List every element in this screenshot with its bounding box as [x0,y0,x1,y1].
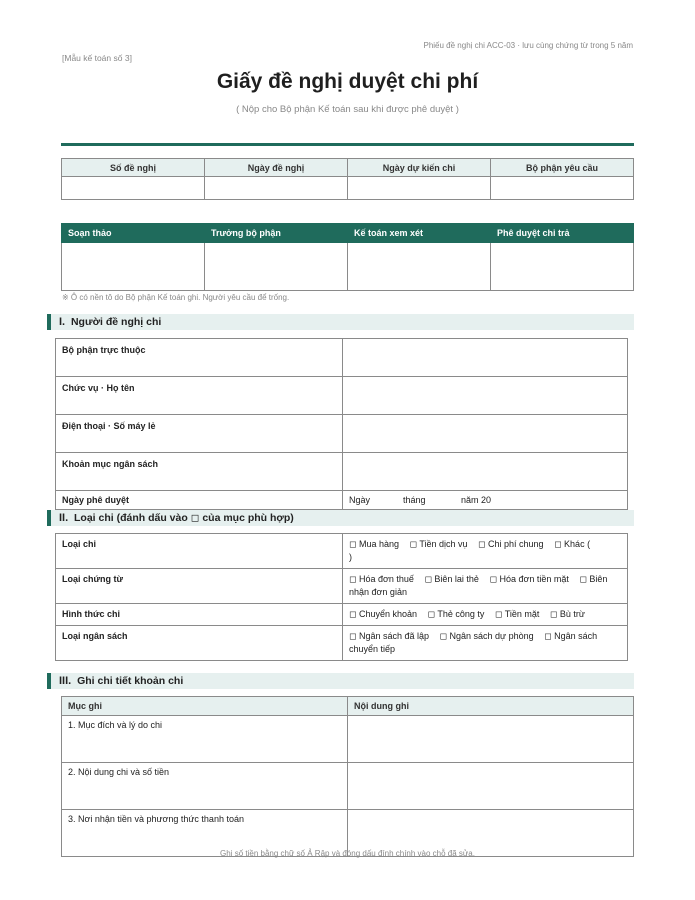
header-request-date: Ngày đề nghị [205,159,348,177]
label-approval-date: Ngày phê duyệt [56,491,343,510]
header-entry-item: Mục ghi [62,697,348,716]
label-expense-type: Loại chi [56,534,343,569]
label-budget-type: Loại ngân sách [56,626,343,661]
section-1-title: Người đề nghị chi [70,316,162,328]
expense-type-options [343,534,628,569]
drafter-signature-box[interactable] [62,243,205,291]
header-expected-payment-date: Ngày dự kiến chi [348,159,491,177]
expense-details-table [61,696,634,857]
header-drafter: Soạn thảo [62,224,205,243]
header-department-head: Trưởng bộ phận [205,224,348,243]
option-card-receipt[interactable]: ◻ Biên lai thẻ [424,574,479,584]
department-head-signature-box[interactable] [205,243,348,291]
phone-extension-field[interactable] [343,415,628,453]
voucher-type-options [343,569,628,604]
label-position-name: Chức vụ · Họ tên [56,377,343,415]
header-accounting-review: Kế toán xem xét [348,224,491,243]
footer-note: Ghi số tiền bằng chữ số Ả Rập và đóng dấu đính chính vào chỗ đã sửa. [220,849,475,858]
option-bank-transfer[interactable]: ◻ Chuyển khoản [349,609,418,619]
requester-table [55,338,628,510]
header-entry-content: Nội dung ghi [348,697,634,716]
option-other[interactable]: ◻ Khác ( ) [349,539,616,562]
option-simple-receipt[interactable]: ◻ Biên nhận đơn giản [349,574,608,597]
header-payment-approval: Phê duyệt chi trả [491,224,634,243]
option-tax-invoice[interactable]: ◻ Hóa đơn thuế [349,574,414,584]
page-subtitle: ( Nộp cho Bộ phận Kế toán sau khi được phê duyệt ) [236,104,459,115]
option-purchase[interactable]: ◻ Mua hàng [349,539,400,549]
section-2-number: II. [59,512,69,524]
option-offset[interactable]: ◻ Bù trừ [549,609,585,619]
option-planned-budget[interactable]: ◻ Ngân sách đã lập [349,631,430,641]
section-3-header [47,673,634,689]
section-1-number: I. [59,316,66,328]
department-field[interactable] [343,339,628,377]
form-number: [Mẫu kế toán số 3] [62,53,132,63]
label-voucher-type: Loại chứng từ [56,569,343,604]
item-payee-method: 3. Nơi nhận tiền và phương thức thanh toán [62,810,348,857]
label-payment-method: Hình thức chi [56,604,343,626]
date-day-label: Ngày [349,495,371,505]
page-title: Giấy đề nghị duyệt chi phí [216,70,479,93]
option-carryover-budget[interactable]: ◻ Ngân sách chuyển tiếp [349,631,598,654]
content-amount-field[interactable] [348,763,634,810]
expected-payment-date-field[interactable] [348,177,491,200]
expense-type-table [55,533,628,661]
document-retention-note: Phiếu đề nghị chi ACC-03 · lưu cùng chứng từ trong 5 năm [423,41,633,50]
payment-approval-signature-box[interactable] [491,243,634,291]
request-date-field[interactable] [205,177,348,200]
option-service-fee[interactable]: ◻ Tiền dịch vụ [409,539,468,549]
request-number-field[interactable] [62,177,205,200]
date-year-label: năm 20 [461,495,492,505]
option-cash-invoice[interactable]: ◻ Hóa đơn tiền mặt [489,574,569,584]
option-company-card[interactable]: ◻ Thẻ công ty [427,609,485,619]
budget-type-options [343,626,628,661]
requesting-department-field[interactable] [491,177,634,200]
budget-item-field[interactable] [343,453,628,491]
section-1-header [47,314,634,330]
approval-date-field[interactable] [343,491,628,510]
label-budget-item: Khoản mục ngân sách [56,453,343,491]
label-department: Bộ phận trực thuộc [56,339,343,377]
approval-table [61,223,634,291]
section-3-title: Ghi chi tiết khoản chi [77,675,184,687]
position-name-field[interactable] [343,377,628,415]
purpose-reason-field[interactable] [348,716,634,763]
section-2-title: Loại chi (đánh dấu vào ◻ của mục phù hợp) [74,512,294,524]
option-contingency-budget[interactable]: ◻ Ngân sách dự phòng [439,631,534,641]
item-content-amount: 2. Nội dung chi và số tiền [62,763,348,810]
header-requesting-department: Bộ phận yêu cầu [491,159,634,177]
label-phone-extension: Điện thoại · Số máy lẻ [56,415,343,453]
section-2-header [47,510,634,526]
accounting-review-signature-box[interactable] [348,243,491,291]
shaded-cell-note: ※ Ô có nền tô do Bộ phận Kế toán ghi. Người yêu cầu để trống. [62,293,290,302]
title-divider [61,143,634,146]
header-request-number: Số đề nghị [62,159,205,177]
option-general-expense[interactable]: ◻ Chi phí chung [478,539,544,549]
section-3-number: III. [59,675,72,687]
option-cash[interactable]: ◻ Tiền mặt [494,609,540,619]
payment-method-options [343,604,628,626]
date-month-label: tháng [403,495,426,505]
request-info-table [61,158,634,200]
item-purpose-reason: 1. Mục đích và lý do chi [62,716,348,763]
